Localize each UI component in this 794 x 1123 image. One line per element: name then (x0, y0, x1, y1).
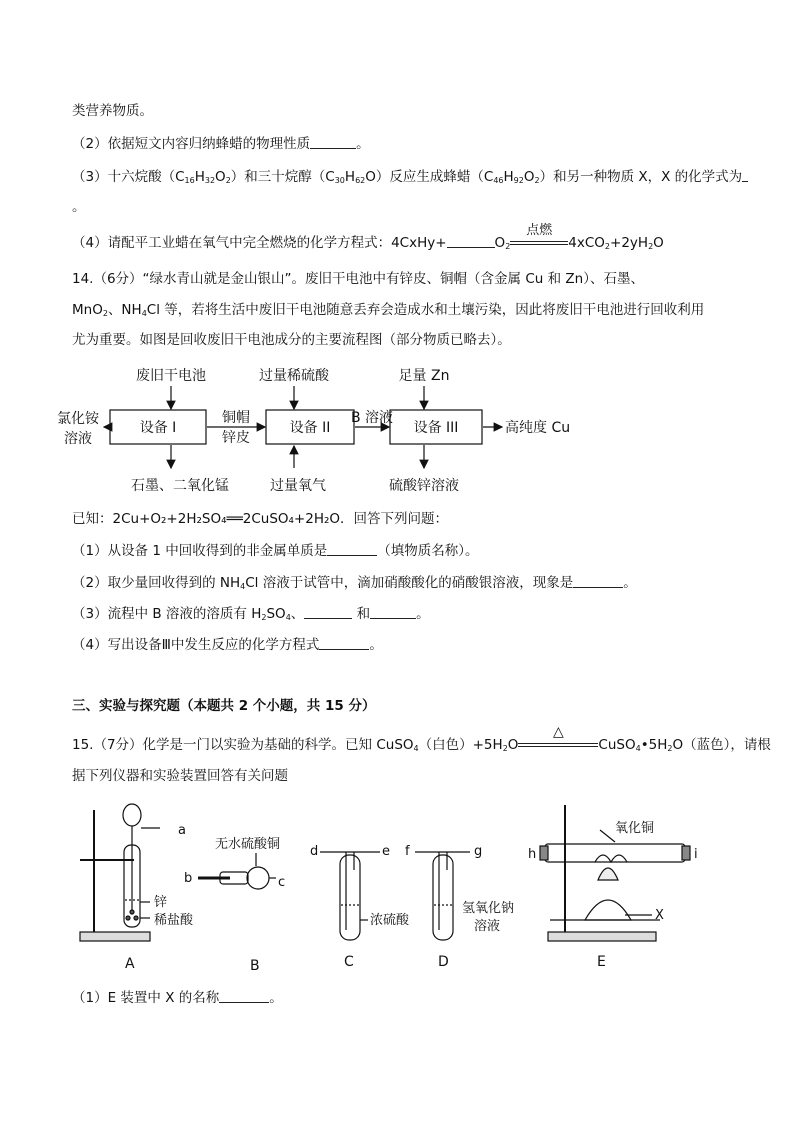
sub: 2 (534, 176, 540, 185)
leader-line (600, 830, 615, 842)
q13-line-continuation: 类营养物质。 (72, 103, 153, 119)
label-b-right: c (278, 875, 286, 890)
equals-line (518, 743, 598, 747)
equals-line (510, 241, 568, 245)
label-b-left: b (184, 871, 193, 886)
reaction-condition (518, 724, 598, 751)
label-e-x: X (655, 908, 664, 923)
input-sulfuric-acid: 过量稀硫酸 (259, 368, 329, 384)
device-3-label: 设备 III (413, 420, 459, 436)
section-3-title: 三、实验与探究题（本题共 2 个小题，共 15 分） (72, 698, 376, 714)
txt: 15.（7分）化学是一门以实验为基础的科学。已知 CuSO (72, 737, 414, 753)
label-d-liquid-2: 溶液 (474, 919, 501, 934)
answer-blank[interactable] (447, 236, 495, 248)
txt: （白色）+5H (418, 737, 503, 753)
sub: 2 (604, 242, 611, 251)
label-c-right: e (382, 844, 390, 859)
q14-line-3: 尤为重要。如图是回收废旧干电池成分的主要流程图（部分物质已略去）。 (72, 332, 511, 348)
answer-blank[interactable] (304, 607, 352, 619)
txt: （1）E 装置中 X 的名称 (72, 990, 220, 1006)
q13-subquestion-4 (72, 223, 664, 251)
apparatus-e-flame (598, 868, 618, 880)
output-graphite-mno2: 石墨、二氧化锰 (131, 478, 229, 494)
output-solution: 溶液 (64, 431, 92, 447)
label-apparatus-c: C (344, 954, 354, 970)
txt: （1）从设备 1 中回收得到的非金属单质是 (72, 543, 328, 559)
label-c-left: d (310, 844, 319, 859)
answer-blank[interactable] (573, 576, 623, 588)
sub: 30 (334, 176, 345, 185)
sub: 2 (505, 242, 511, 251)
reaction-condition (510, 223, 568, 249)
answer-blank[interactable] (219, 991, 269, 1003)
sub: 4 (240, 582, 246, 591)
label-apparatus-e: E (597, 954, 606, 970)
output-pure-copper: 高纯度 Cu (505, 420, 571, 436)
input-waste-battery: 废旧干电池 (136, 368, 206, 384)
txt: H (503, 169, 514, 185)
txt: （4）请配平工业蜡在氧气中完全燃烧的化学方程式：4CxHy+ (72, 235, 447, 251)
q13-p3-end: 。 (72, 199, 86, 215)
txt: 、 (290, 606, 305, 622)
txt: 。 (416, 606, 430, 622)
heat-symbol: △ (553, 724, 564, 740)
txt: O (507, 737, 519, 753)
txt: 4xCO (568, 235, 605, 251)
apparatus-e-copper-oxide (595, 855, 627, 862)
apparatus-e-burner (585, 900, 631, 920)
input-zinc: 足量 Zn (398, 368, 450, 384)
label-d-right: g (474, 844, 483, 859)
sub: 2 (261, 613, 267, 622)
apparatus-a-zinc (134, 916, 138, 920)
txt: 。 (623, 575, 637, 591)
q15-line-1 (72, 724, 771, 753)
txt: •5H (640, 737, 668, 753)
q13-p2-end: 。 (356, 136, 370, 152)
label-e-left: h (528, 847, 537, 862)
q13-p2-text: （2）依据短文内容归纳蜂蜡的物理性质 (72, 136, 311, 152)
q14-subquestion-4 (72, 638, 383, 653)
txt: SO (266, 606, 286, 622)
device-2-label: 设备 II (289, 420, 331, 436)
label-copper-cap: 铜帽 (222, 410, 250, 426)
txt: O（蓝色），请根 (672, 737, 771, 753)
label-c-liquid: 浓硫酸 (370, 913, 410, 928)
sub: 2 (502, 744, 508, 753)
sub: 4 (635, 744, 641, 753)
label-e-right: i (694, 847, 698, 862)
q13-subquestion-2 (72, 137, 370, 152)
apparatus-a-zinc (126, 916, 130, 920)
txt: ）和三十烷醇（C (230, 169, 335, 185)
txt: O (653, 235, 664, 251)
answer-blank[interactable] (310, 137, 356, 149)
txt: Cl 等，若将生活中废旧干电池随意丢弃会造成水和土壤污染，因此将废旧干电池进行回收利用 (146, 302, 705, 318)
apparatus-e-base (548, 932, 656, 941)
txt: H (194, 169, 205, 185)
input-oxygen: 过量氧气 (270, 478, 326, 494)
apparatus-c-tube (340, 855, 360, 940)
label-d-left: f (405, 844, 410, 859)
label-a-zinc: 锌 (154, 895, 168, 910)
q14-line-2 (72, 304, 704, 318)
txt: O (215, 169, 226, 185)
device-1-label: 设备 I (139, 420, 177, 436)
sub: 2 (102, 309, 108, 318)
q14-subquestion-1 (72, 544, 479, 559)
txt: （3）流程中 B 溶液的溶质有 H (72, 606, 262, 622)
apparatus-a-zinc (130, 910, 134, 914)
lab-apparatus-figure (70, 800, 710, 980)
sub: 16 (184, 176, 195, 185)
txt: （填物质名称）。 (377, 543, 479, 559)
apparatus-a-funnel (123, 804, 141, 826)
txt: H (344, 169, 356, 185)
q15-line-2: 据下列仪器和实验装置回答有关问题 (72, 768, 288, 784)
sub: 92 (513, 176, 524, 185)
sub: 32 (204, 176, 216, 185)
q14-subquestion-3 (72, 607, 430, 622)
answer-blank[interactable] (370, 607, 416, 619)
txt: （2）取少量回收得到的 NH (72, 575, 241, 591)
condition-label: 点燃 (526, 223, 553, 238)
txt: （3）十六烷酸（C (72, 169, 185, 185)
recycling-flow-diagram (57, 358, 571, 498)
txt: （4）写出设备Ⅲ中发生反应的化学方程式 (72, 637, 320, 653)
sub: 4 (285, 613, 291, 622)
txt: 。 (369, 637, 383, 653)
q14-line-1: 14.（6分）“绿水青山就是金山银山”。废旧干电池中有锌皮、铜帽（含金属 Cu 和 Zn）、石墨、 (72, 271, 644, 287)
sub: 2 (648, 242, 654, 251)
output-zinc-sulfate: 硫酸锌溶液 (389, 478, 459, 494)
apparatus-e-stopper-right (682, 846, 690, 860)
txt: O (365, 169, 376, 185)
sub: 4 (413, 744, 419, 753)
apparatus-a-base (80, 932, 150, 941)
sub: 62 (355, 176, 366, 185)
label-zinc-skin: 锌皮 (222, 430, 250, 446)
txt: 和 (352, 606, 371, 622)
label-a-acid: 稀盐酸 (154, 913, 194, 928)
txt: CuSO (598, 737, 636, 753)
output-ammonium-chloride: 氯化铵 (57, 411, 99, 427)
label-b-solution: B 溶液 (350, 410, 394, 426)
sub: 4 (141, 309, 147, 318)
q13-subquestion-3 (72, 170, 748, 185)
txt: MnO (72, 302, 103, 318)
txt: 、NH (107, 302, 142, 318)
label-e-title: 氧化铜 (615, 821, 655, 836)
label-b-title: 无水硫酸铜 (215, 837, 281, 852)
label-apparatus-d: D (438, 954, 449, 970)
answer-blank[interactable] (319, 638, 369, 650)
apparatus-b-bulb (247, 867, 269, 889)
sub: 2 (225, 176, 231, 185)
label-apparatus-b: B (250, 958, 260, 974)
label-a-port: a (178, 823, 186, 838)
answer-blank[interactable] (742, 170, 748, 182)
label-d-liquid-1: 氢氧化钠 (462, 901, 515, 916)
q14-known: 已知：2Cu+O₂+2H₂SO₄══2CuSO₄+2H₂O．回答下列问题： (72, 511, 449, 527)
q15-subquestion-1 (72, 991, 283, 1006)
answer-blank[interactable] (327, 544, 377, 556)
label-apparatus-a: A (125, 956, 135, 972)
apparatus-e-stopper-left (540, 846, 548, 860)
txt: O (494, 235, 506, 251)
sub: 2 (667, 744, 673, 753)
txt: 。 (269, 990, 283, 1006)
apparatus-d-tube (433, 855, 453, 940)
txt: +2yH (610, 235, 649, 251)
txt: Cl 溶液于试管中，滴加硝酸酸化的硝酸银溶液，现象是 (245, 575, 574, 591)
txt: ）和另一种物质 X，X 的化学式为 (539, 169, 743, 185)
q14-subquestion-2 (72, 576, 637, 591)
txt: O (523, 169, 535, 185)
txt: ）反应生成蜂蜡（C (375, 169, 494, 185)
sub: 46 (493, 176, 504, 185)
